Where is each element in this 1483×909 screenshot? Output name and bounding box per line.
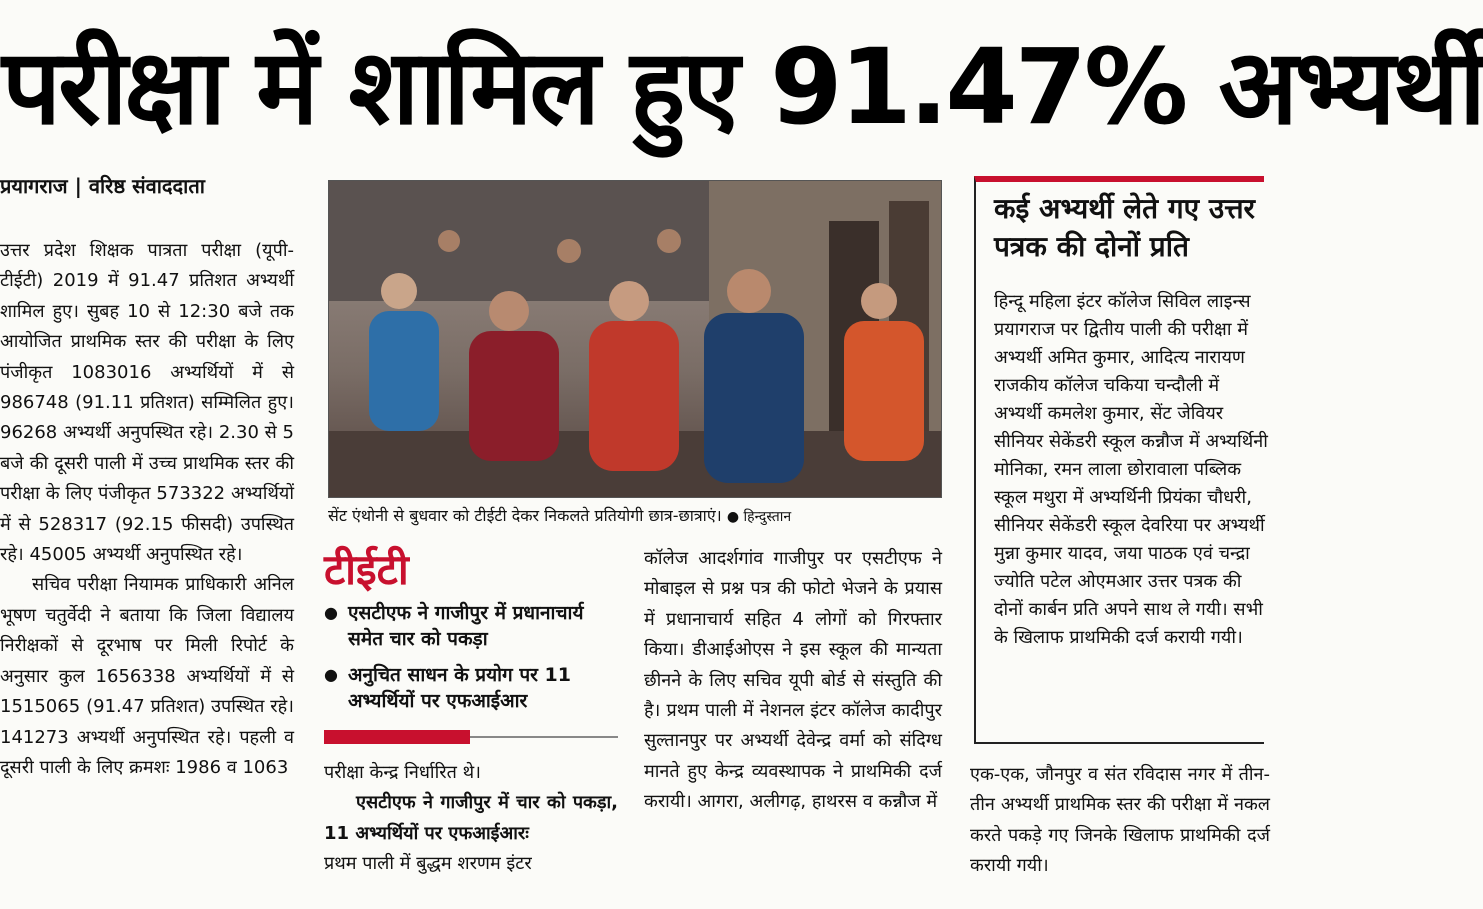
news-photo	[328, 180, 942, 498]
divider	[470, 736, 618, 738]
article-paragraph: कॉलेज आदर्शगांव गाजीपुर पर एसटीएफ ने मोबाइल से प्रश्न पत्र की फोटो भेजने के प्रयास में प्रधानाचार्य सहित 4 लोगों को गिरफ्तार किया। डीआईओएस ने इस स्कूल की मान्यता छीनने के लिए सचिव यूपी बोर्ड से संस्तुति की है। प्रथम पाली में नेशनल इंटर कॉलेज कादीपुर सुल्तानपुर पर अभ्यर्थी देवेन्द्र वर्मा को संदिग्ध मानते हुए केन्द्र व्यवस्थापक ने प्राथमिकी दर्ज करायी। आगरा, अलीगढ़, हाथरस व कन्नौज में	[644, 548, 942, 813]
caption-text: सेंट एंथोनी से बुधवार को टीईटी देकर निकलते प्रतियोगी छात्र-छात्राएं।	[328, 506, 722, 525]
red-rule	[324, 730, 470, 744]
photo-caption	[328, 504, 940, 526]
sidebar-body	[994, 288, 1270, 652]
article-column-4	[970, 760, 1270, 882]
dateline: प्रयागराज | वरिष्ठ संवाददाता	[0, 174, 205, 198]
highlights-list	[324, 600, 620, 724]
article-paragraph: सचिव परीक्षा नियामक प्राधिकारी अनिल भूषण चतुर्वेदी ने बताया कि जिला विद्यालय निरीक्षकों से दूरभाष पर मिली रिपोर्ट के अनुसार कुल 1656338 अभ्यर्थियों में से 1515065 (91.47 प्रतिशत) उपस्थित रहे। 141273 अभ्यर्थी अनुपस्थित रहे। पहली व दूसरी पाली के लिए क्रमशः 1986 व 1063	[0, 574, 294, 778]
article-column-2	[324, 758, 618, 880]
headline: परीक्षा में शामिल हुए 91.47% अभ्यर्थी	[2, 26, 1483, 148]
article-paragraph: उत्तर प्रदेश शिक्षक पात्रता परीक्षा (यूपी-टीईटी) 2019 में 91.47 प्रतिशत अभ्यर्थी शामिल हुए। सुबह 10 से 12:30 बजे तक आयोजित प्राथमिक स्तर की परीक्षा के लिए पंजीकृत 1083016 अभ्यर्थियों में से 986748 (91.11 प्रतिशत) सम्मिलित हुए। 96268 अभ्यर्थी अनुपस्थित रहे। 2.30 से 5 बजे की दूसरी पाली में उच्च प्राथमिक स्तर की परीक्षा के लिए पंजीकृत 573322 अभ्यर्थियों में से 528317 (92.15 फीसदी) उपस्थित रहे। 45005 अभ्यर्थी अनुपस्थित रहे।	[0, 240, 294, 566]
article-column-3	[644, 544, 942, 818]
highlight-item: ● एसटीएफ ने गाजीपुर में प्रधानाचार्य समेत चार को पकड़ा	[324, 600, 620, 652]
article-paragraph: एक-एक, जौनपुर व संत रविदास नगर में तीन-तीन अभ्यर्थी प्राथमिक स्तर की परीक्षा में नकल करते पकड़े गए जिनके खिलाफ प्राथमिकी दर्ज करायी गयी।	[970, 764, 1270, 877]
sidebar-title: कई अभ्यर्थी लेते गए उत्तर पत्रक की दोनों प्रति	[994, 192, 1256, 263]
article-paragraph: प्रथम पाली में बुद्धम शरणम इंटर	[324, 853, 532, 875]
sidebar-paragraph: हिन्दू महिला इंटर कॉलेज सिविल लाइन्स प्रयागराज पर द्वितीय पाली की परीक्षा में अभ्यर्थी अमित कुमार, आदित्य नारायण राजकीय कॉलेज चकिया चन्दौली में अभ्यर्थी कमलेश कुमार, सेंट जेवियर सीनियर सेकेंडरी स्कूल कन्नौज में अभ्यर्थिनी मोनिका, रमन लाला छोरावाला पब्लिक स्कूल मथुरा में अभ्यर्थिनी प्रियंका चौधरी, सीनियर सेकेंडरी स्कूल देवरिया पर अभ्यर्थी मुन्ना कुमार यादव, जया पाठक एवं चन्द्रा ज्योति पटेल ओएमआर उत्तर पत्रक की दोनों कार्बन प्रति अपने साथ ले गयी। सभी के खिलाफ प्राथमिकी दर्ज करायी गयी।	[994, 291, 1268, 648]
section-label: टीईटी	[324, 545, 409, 594]
article-column-1	[0, 236, 294, 783]
article-paragraph: परीक्षा केन्द्र निर्धारित थे।	[324, 762, 481, 783]
photo-credit: ● हिन्दुस्तान	[726, 509, 792, 525]
sub-heading: एसटीएफ ने गाजीपुर में चार को पकड़ा, 11 अभ्यर्थियों पर एफआईआरः	[324, 792, 618, 844]
highlight-item: ● अनुचित साधन के प्रयोग पर 11 अभ्यर्थियों पर एफआईआर	[324, 662, 620, 714]
